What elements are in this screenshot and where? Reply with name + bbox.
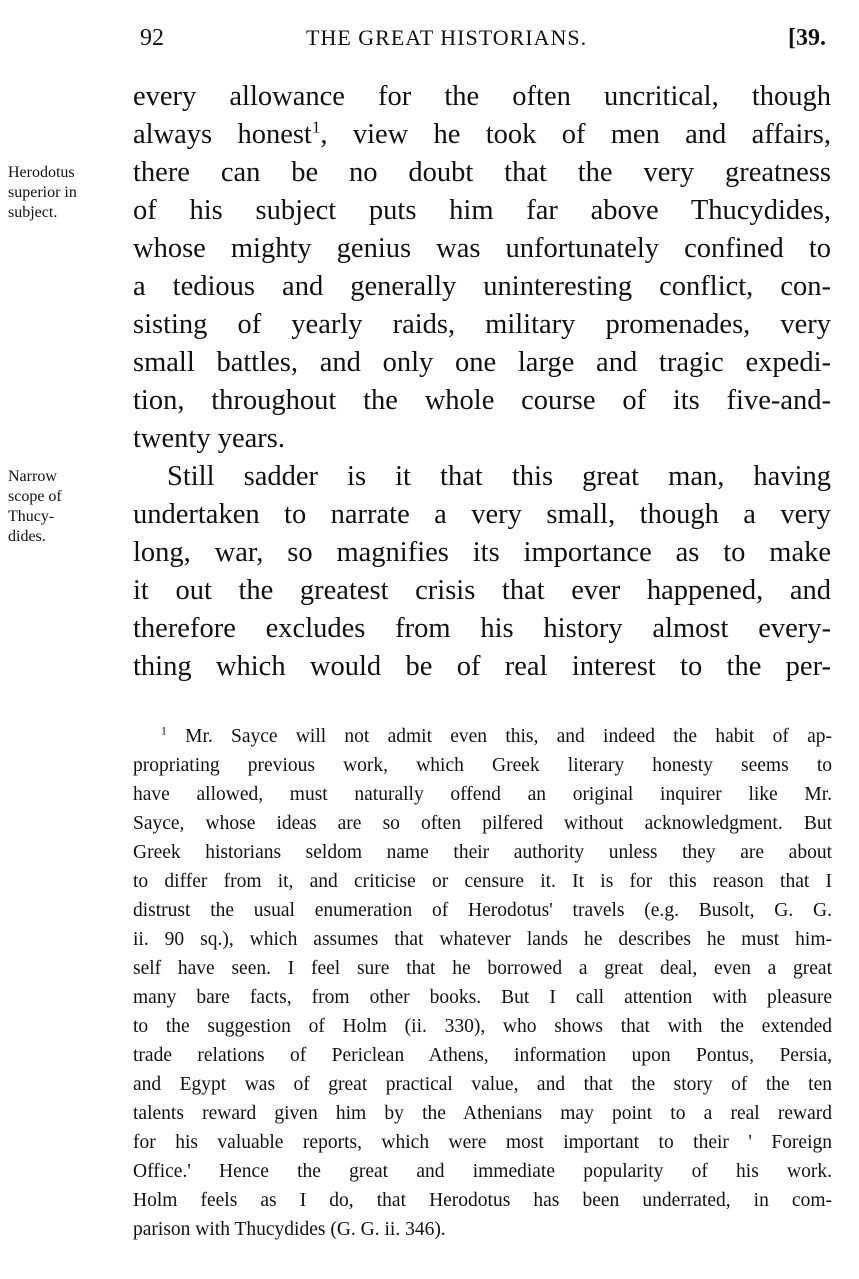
footnote-line: Sayce, whose ideas are so often pilfered without acknowledgment. But [133,813,832,834]
margin-note-herodotus [8,163,77,223]
body-line: whose mighty genius was unfortunately confined to [133,233,831,264]
footnote-line: trade relations of Periclean Athens, information upon Pontus, Persia, [133,1045,832,1066]
margin-note-line: Thucy- [8,508,55,525]
body-line [133,116,831,154]
footnote-line [133,722,832,751]
footnote-line: talents reward given him by the Athenians may point to a real reward [133,1103,832,1124]
footnote-line: and Egypt was of great practical value, and that the story of the ten [133,1074,832,1095]
body-line: undertaken to narrate a very small, though a very [133,499,831,530]
body-line: every allowance for the often uncritical, though [133,81,831,112]
body-line: a tedious and generally uninteresting conflict, con- [133,271,831,302]
body-text [133,78,831,686]
body-line: therefore excludes from his history almost every- [133,613,831,644]
footnote-line: Holm feels as I do, that Herodotus has been underrated, in com- [133,1190,832,1211]
footnote-line: to differ from it, and criticise or censure it. It is for this reason that I [133,871,832,892]
margin-note-line: superior in [8,184,77,201]
margin-note-line: subject. [8,204,58,221]
footnote-line: parison with Thucydides (G. G. ii. 346). [133,1219,446,1240]
footnote-text: Mr. Sayce will not admit even this, and indeed the habit of ap- [185,726,832,747]
body-line: thing which would be of real interest to the per- [133,651,831,682]
footnote-line: self have seen. I feel sure that he borrowed a great deal, even a great [133,958,832,979]
margin-note-line: Herodotus [8,164,75,181]
footnote-line: for his valuable reports, which were most important to their ' Foreign [133,1132,832,1153]
footnote-line: propriating previous work, which Greek literary honesty seems to [133,755,832,776]
body-line: long, war, so magnifies its importance as to make [133,537,831,568]
footnote-line: to the suggestion of Holm (ii. 330), who shows that with the extended [133,1016,832,1037]
body-line: Still sadder is it that this great man, having [167,461,831,492]
margin-note-line: Narrow [8,468,57,485]
body-line: it out the greatest crisis that ever happened, and [133,575,831,606]
margin-note-thucydides [8,467,62,547]
footnote-line: Office.' Hence the great and immediate popularity of his work. [133,1161,832,1182]
margin-note-line: dides. [8,528,46,545]
section-number: [39. [788,25,826,51]
body-line: there can be no doubt that the very greatness [133,157,831,188]
body-line: small battles, and only one large and tragic expedi- [133,347,831,378]
footnote-line: distrust the usual enumeration of Herodotus' travels (e.g. Busolt, G. G. [133,900,832,921]
margin-note-line: scope of [8,488,62,505]
page-number: 92 [140,25,164,51]
footnote-line: have allowed, must naturally offend an original inquirer like Mr. [133,784,832,805]
body-line-part: , view he took of men and affairs, [320,119,831,150]
body-line-part: always honest [133,119,312,150]
body-line: of his subject puts him far above Thucydides, [133,195,831,226]
running-title: THE GREAT HISTORIANS. [306,25,588,50]
footnote-line: Greek historians seldom name their authority unless they are about [133,842,832,863]
footnote-marker: 1 [161,724,167,738]
body-line: sisting of yearly raids, military promenades, very [133,309,831,340]
body-line: twenty years. [133,423,285,454]
footnote-line: many bare facts, from other books. But I call attention with pleasure [133,987,832,1008]
footnote-line: ii. 90 sq.), which assumes that whatever lands he describes he must him- [133,929,832,950]
footnote-ref: 1 [311,117,321,137]
footnote [133,722,832,1244]
body-line: tion, throughout the whole course of its five-and- [133,385,831,416]
